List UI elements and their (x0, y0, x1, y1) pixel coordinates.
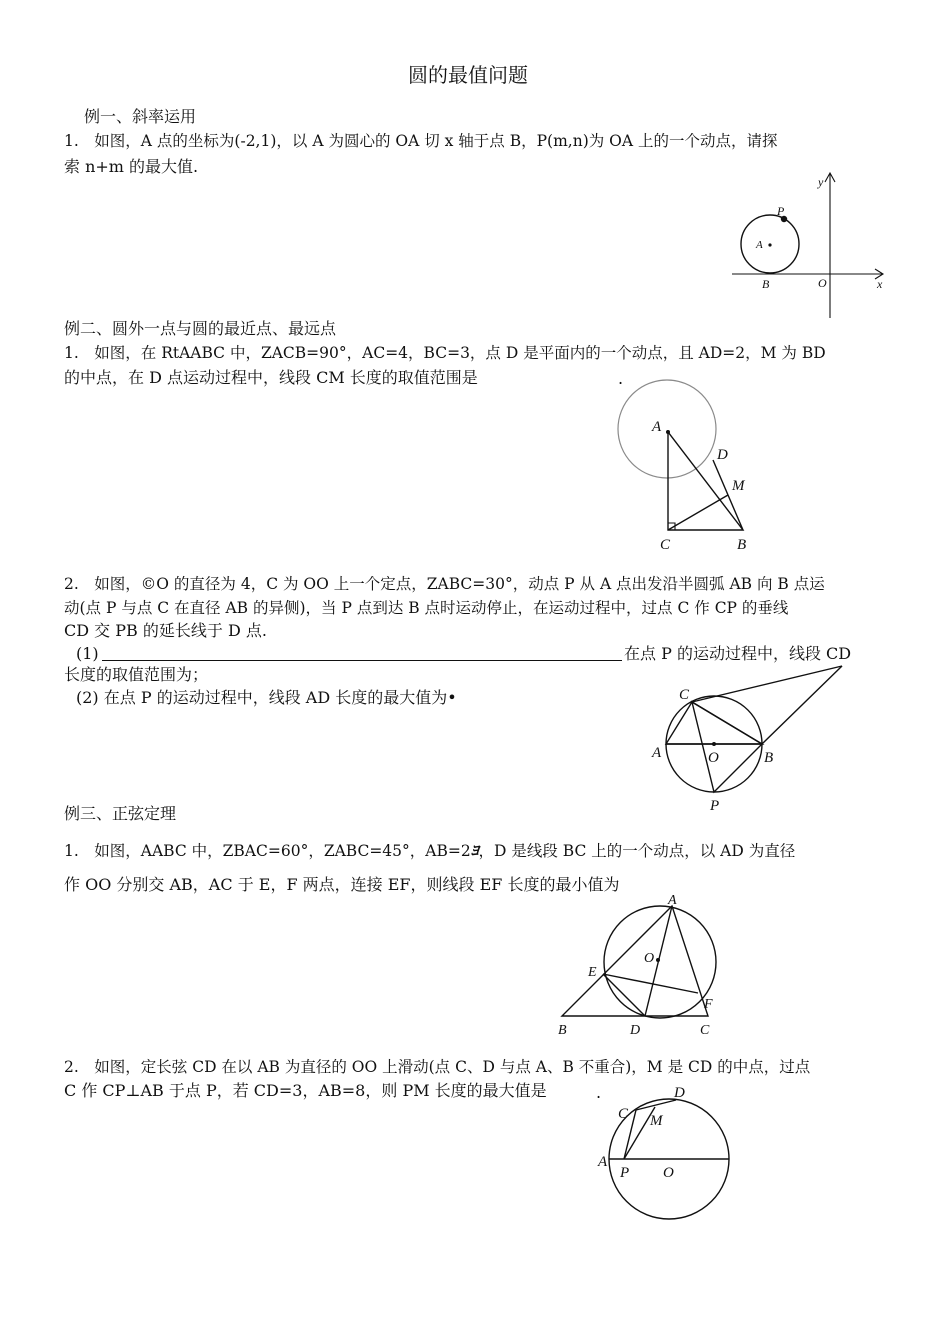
section-heading-2: 例二、圆外一点与圆的最近点、最远点 (64, 319, 337, 338)
problem-2-2-sub-1-line-2: 长度的取值范围为； (64, 665, 209, 684)
problem-2-1-line-2: 的中点，在 D 点运动过程中，线段 CM 长度的取值范围是 (64, 368, 478, 387)
problem-3-1-text-b: ，D 是线段 BC 上的一个动点，以 AD 为直径 (478, 842, 796, 860)
figure-sliding-chord (590, 1080, 740, 1225)
figure-right-triangle-moving-point (612, 376, 762, 556)
label-e: E (588, 965, 597, 980)
label-o: O (818, 276, 827, 290)
segment-bd (762, 666, 842, 744)
label-b: B (558, 1023, 567, 1038)
label-b: B (737, 537, 747, 553)
label-a: A (652, 419, 662, 435)
problem-3-2-line-1: 2. 如图，定长弦 CD 在以 AB 为直径的 OO 上滑动(点 C、D 与点 A、B 不重合)，M 是 CD 的中点，过点 (64, 1058, 811, 1076)
answer-blank-line (102, 660, 622, 661)
triangle-cab (666, 702, 762, 744)
label-a: A (652, 745, 662, 761)
figure-circle-diameter-ab (646, 680, 856, 816)
label-c: C (618, 1106, 629, 1122)
label-o: O (708, 750, 719, 766)
figure-circle-tangent-x-axis (720, 168, 900, 318)
label-d: D (674, 1085, 685, 1101)
label-m: M (650, 1113, 663, 1129)
label-b: B (762, 277, 770, 291)
problem-3-1-line-2: 作 OO 分别交 AB，AC 于 E，F 两点，连接 EF，则线段 EF 长度的最小值为 (64, 875, 620, 894)
center-o-dot (656, 958, 660, 962)
label-a: A (756, 239, 763, 251)
label-d: D (717, 447, 728, 463)
label-p: P (710, 798, 720, 814)
section-heading-3: 例三、正弦定理 (64, 804, 177, 823)
label-a: A (668, 893, 677, 908)
label-p: P (620, 1165, 630, 1181)
problem-2-2-sub-1-prefix: (1) (76, 644, 99, 663)
center-o-dot (712, 742, 716, 746)
problem-3-2-blank-dot: . (596, 1083, 602, 1102)
label-d: D (630, 1023, 641, 1038)
label-x: x (877, 277, 883, 291)
triangle-cpb (692, 702, 762, 792)
label-f: F (704, 997, 713, 1012)
label-o: O (644, 951, 655, 966)
label-a: A (598, 1154, 608, 1170)
triangle-abc (562, 906, 708, 1016)
label-c: C (660, 537, 671, 553)
section-heading-1: 例一、斜率运用 (84, 107, 197, 126)
problem-1-1-line-2: 索 n+m 的最大值. (64, 157, 199, 176)
figure-triangle-circle-ad (550, 888, 730, 1038)
circle-o (604, 906, 716, 1018)
problem-2-2-sub-1-suffix: 在点 P 的运动过程中，线段 CD (624, 644, 852, 663)
label-b: B (764, 750, 774, 766)
segment-ef (603, 974, 698, 993)
point-a-dot (666, 430, 670, 434)
problem-3-2-line-2: C 作 CP⊥AB 于点 P，若 CD=3，AB=8，则 PM 长度的最大值是 (64, 1081, 547, 1100)
circle-around-a (618, 380, 716, 478)
label-c: C (700, 1023, 710, 1038)
center-a-dot (768, 243, 771, 246)
problem-1-1-line-1: 1. 如图，A 点的坐标为(-2,1)，以 A 为圆心的 OA 切 x 轴于点 B，P(m,n)为 OA 上的一个动点，请探 (64, 132, 778, 150)
segment-cd (692, 666, 842, 702)
segment-ed (603, 974, 645, 1016)
label-c: C (679, 687, 690, 703)
problem-2-1-line-1: 1. 如图，在 RtAABC 中，ZACB=90°，AC=4，BC=3，点 D 是平面内的一个动点，且 AD=2，M 为 BD (64, 344, 826, 362)
segment-cm (668, 495, 728, 530)
problem-2-1-blank-dot: . (618, 369, 624, 388)
problem-3-1-line-1 (64, 840, 795, 862)
label-o: O (663, 1165, 674, 1181)
problem-3-1-garbled-glyph: ﾖ (470, 841, 479, 860)
page-title: 圆的最值问题 (408, 63, 528, 87)
problem-2-2-line-3: CD 交 PB 的延长线于 D 点. (64, 621, 267, 640)
problem-2-2-sub-2: (2) 在点 P 的运动过程中，线段 AD 长度的最大值为• (76, 688, 457, 707)
problem-3-1-text-a: 1. 如图，AABC 中，ZBAC=60°，ZABC=45°，AB=2 (64, 842, 471, 860)
label-p: P (777, 204, 785, 218)
problem-2-2-line-1: 2. 如图，©O 的直径为 4，C 为 OO 上一个定点，ZABC=30°，动点 P 从 A 点出发沿半圆弧 AB 向 B 点运 (64, 575, 825, 593)
problem-2-2-line-2: 动(点 P 与点 C 在直径 AB 的异侧)，当 P 点到达 B 点时运动停止，在运动过程中，过点 C 作 CP 的垂线 (64, 599, 789, 617)
label-y: y (818, 175, 824, 189)
label-m: M (732, 478, 745, 494)
